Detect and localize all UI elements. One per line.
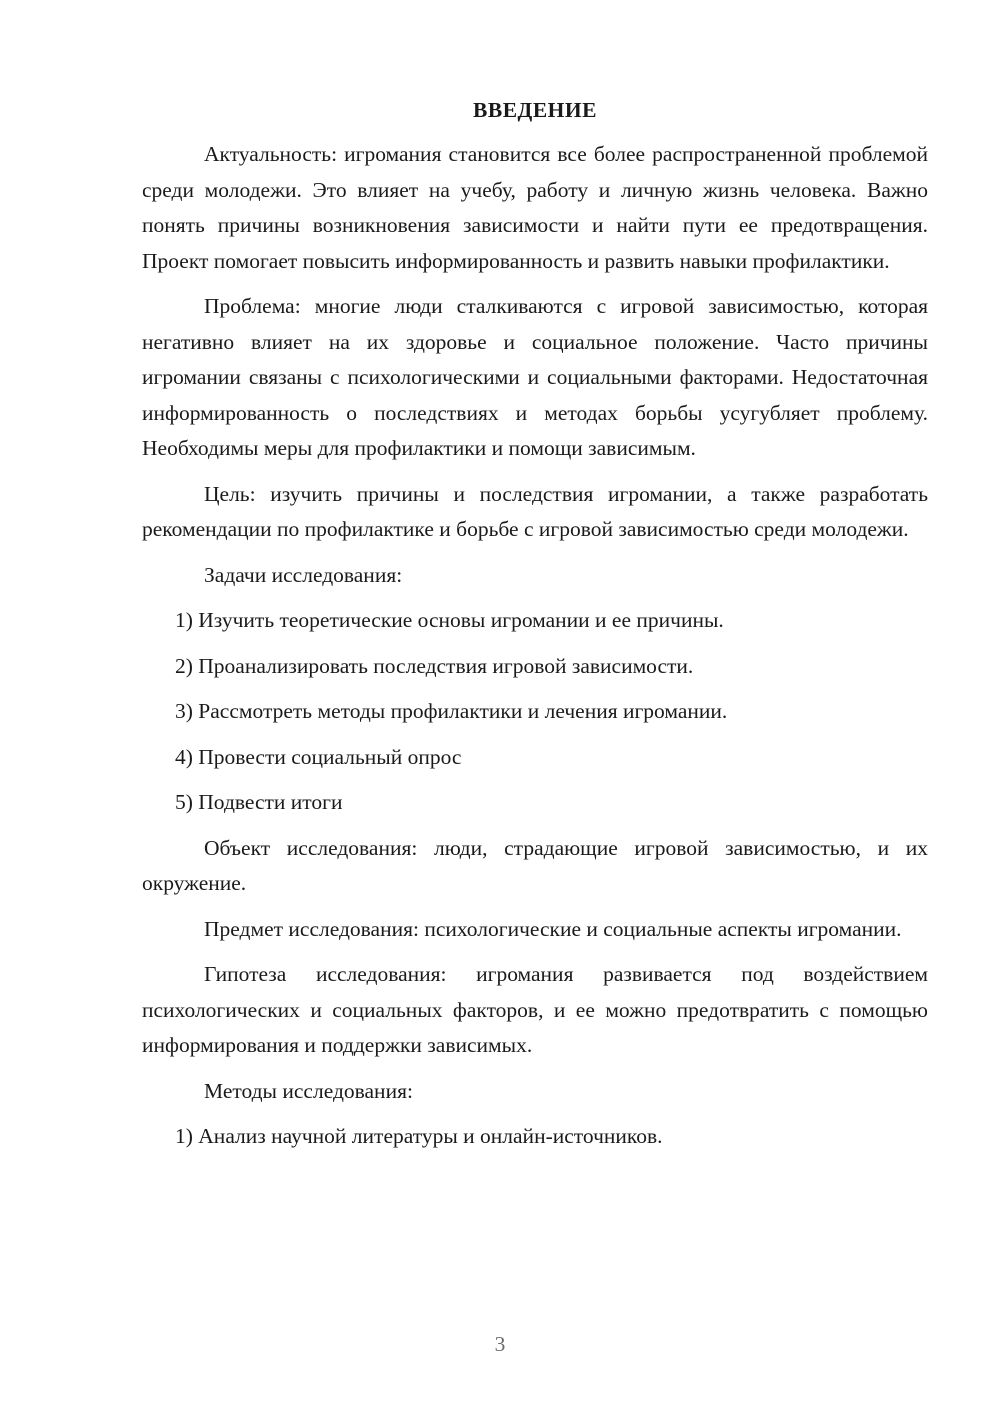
subject-paragraph: Предмет исследования: психологические и социальные аспекты игромании.	[204, 916, 902, 941]
list-item: 3) Рассмотреть методы профилактики и лечения игромании.	[175, 699, 728, 723]
page-number: 3	[494, 1332, 506, 1356]
section-title: ВВЕДЕНИЕ	[473, 98, 597, 122]
object-paragraph: Объект исследования: люди, страдающие игровой зависимостью, и их окружение.	[142, 835, 928, 895]
methods-list	[142, 1119, 928, 1155]
relevance-paragraph: Актуальность: игромания становится все более распространенной проблемой среди молодежи. Это влияет на учебу, работу и личную жизнь человека. Важно понять причины возникновения зависимости и найти пути ее предотвращения. Проект помогает повысить информированность и развить навыки профилактики.	[142, 142, 928, 273]
list-item: 1) Изучить теоретические основы игромании и ее причины.	[175, 608, 724, 632]
hypothesis-paragraph: Гипотеза исследования: игромания развивается под воздействием психологических и социальных факторов, и ее можно предотвратить с помощью информирования и поддержки зависимых.	[142, 962, 928, 1057]
problem-paragraph: Проблема: многие люди сталкиваются с игровой зависимостью, которая негативно влияет на их здоровье и социальное положение. Часто причины игромании связаны с психологическими и социальными факторами. Недостаточная информированность о последствиях и методах борьбы усугубляет проблему. Необходимы меры для профилактики и помощи зависимым.	[142, 294, 928, 460]
list-item: 2) Проанализировать последствия игровой зависимости.	[175, 653, 694, 678]
list-item: 1) Анализ научной литературы и онлайн-источников.	[175, 1124, 663, 1148]
tasks-heading: Задачи исследования:	[204, 562, 403, 587]
document-page	[142, 94, 928, 1165]
list-item: 4) Провести социальный опрос	[175, 744, 462, 769]
tasks-list	[142, 603, 928, 821]
methods-heading: Методы исследования:	[204, 1078, 413, 1103]
list-item: 5) Подвести итоги	[175, 790, 343, 814]
goal-paragraph: Цель: изучить причины и последствия игромании, а также разработать рекомендации по профилактике и борьбе с игровой зависимостью среди молодежи.	[142, 481, 928, 541]
